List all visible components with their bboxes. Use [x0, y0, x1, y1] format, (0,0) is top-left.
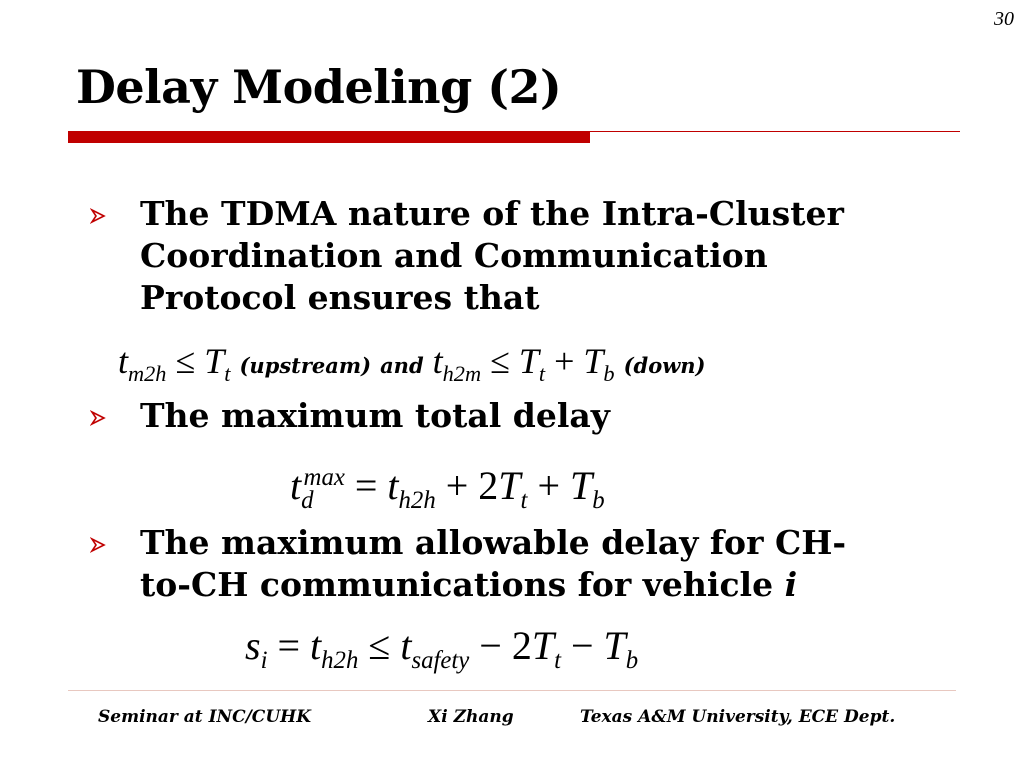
footer-affiliation: Texas A&M University, ECE Dept.	[580, 707, 896, 727]
eq1-t-sub: t	[224, 361, 231, 387]
eq1-leq: ≤	[175, 341, 196, 381]
arrow-bullet-icon	[90, 410, 106, 431]
eq2-d-sub: d	[301, 487, 314, 514]
bullet-2-text	[140, 395, 610, 437]
eq1-T-2: T	[518, 341, 539, 381]
bullet-3-line-1: The maximum allowable delay for CH-	[140, 523, 847, 562]
page-number: 30	[994, 8, 1014, 30]
eq1-and-word: and	[380, 353, 424, 378]
eq1-t-var: t	[118, 341, 129, 381]
footer-seminar: Seminar at INC/CUHK	[98, 707, 311, 727]
eq1-b-sub: b	[603, 361, 615, 387]
footer-author: Xi Zhang	[428, 707, 514, 727]
eq2-plus-2: +	[537, 463, 560, 508]
bullet-2-line-1: The maximum total delay	[140, 396, 610, 435]
eq3-minus: −	[479, 623, 502, 668]
bullet-1-line-2: Coordination and Communication	[140, 236, 768, 275]
bullet-3-text	[140, 522, 846, 606]
eq3-T: T	[531, 623, 555, 668]
eq2-t-var-2: t	[387, 463, 399, 508]
eq3-equals: =	[277, 623, 301, 668]
eq1-T: T	[204, 341, 225, 381]
equation-ch-to-ch-delay	[245, 622, 638, 675]
eq1-T-3: T	[583, 341, 604, 381]
bullet-3-line-2	[140, 564, 846, 606]
eq2-t-var: t	[290, 463, 302, 508]
eq3-t-sub: t	[554, 647, 561, 674]
eq1-upstream-note: (upstream)	[239, 353, 372, 378]
eq3-minus-2: −	[570, 623, 594, 668]
slide-title: Delay Modeling (2)	[76, 60, 562, 114]
eq1-m2h-sub: m2h	[128, 361, 167, 387]
title-underline-thick	[68, 131, 590, 143]
eq3-s-var: s	[245, 623, 261, 668]
eq3-t-var-2: t	[400, 623, 412, 668]
eq2-t-sub: t	[520, 487, 528, 514]
footer-divider	[68, 690, 956, 691]
bullet-1-text	[140, 193, 844, 319]
eq1-h2m-sub: h2m	[442, 361, 482, 387]
eq3-safety-sub: safety	[411, 647, 470, 674]
eq3-coef: 2	[511, 623, 532, 668]
eq2-h2h-sub: h2h	[398, 487, 436, 514]
eq3-leq: ≤	[368, 623, 391, 668]
eq1-leq-2: ≤	[490, 341, 510, 381]
eq3-T-2: T	[603, 623, 626, 668]
eq2-equals: =	[354, 463, 378, 508]
eq3-h2h-sub: h2h	[321, 647, 359, 674]
equation-max-total-delay	[290, 462, 605, 515]
eq2-T: T	[498, 463, 521, 508]
arrow-bullet-icon	[90, 537, 106, 558]
eq2-plus: +	[445, 463, 469, 508]
arrow-bullet-icon	[90, 208, 106, 229]
title-underline-thin	[590, 131, 960, 132]
eq2-T-2: T	[570, 463, 593, 508]
eq2-max-sup: max	[303, 463, 345, 491]
bullet-3-italic-var: i	[784, 565, 798, 604]
equation-upstream-downstream	[118, 340, 706, 387]
eq2-coef: 2	[478, 463, 499, 508]
eq1-down-note: (down)	[623, 353, 706, 378]
eq3-i-sub: i	[260, 647, 268, 674]
bullet-3-line-2-text: to-CH communications for vehicle	[140, 565, 774, 604]
eq2-b-sub: b	[592, 487, 605, 514]
bullet-1-line-3: Protocol ensures that	[140, 278, 540, 317]
eq3-b-sub: b	[625, 647, 639, 674]
eq1-t-sub-2: t	[538, 361, 546, 387]
eq3-t-var: t	[310, 623, 322, 668]
eq1-t-var-2: t	[432, 341, 443, 381]
eq1-plus: +	[554, 341, 575, 381]
bullet-1-line-1: The TDMA nature of the Intra-Cluster	[140, 194, 844, 233]
